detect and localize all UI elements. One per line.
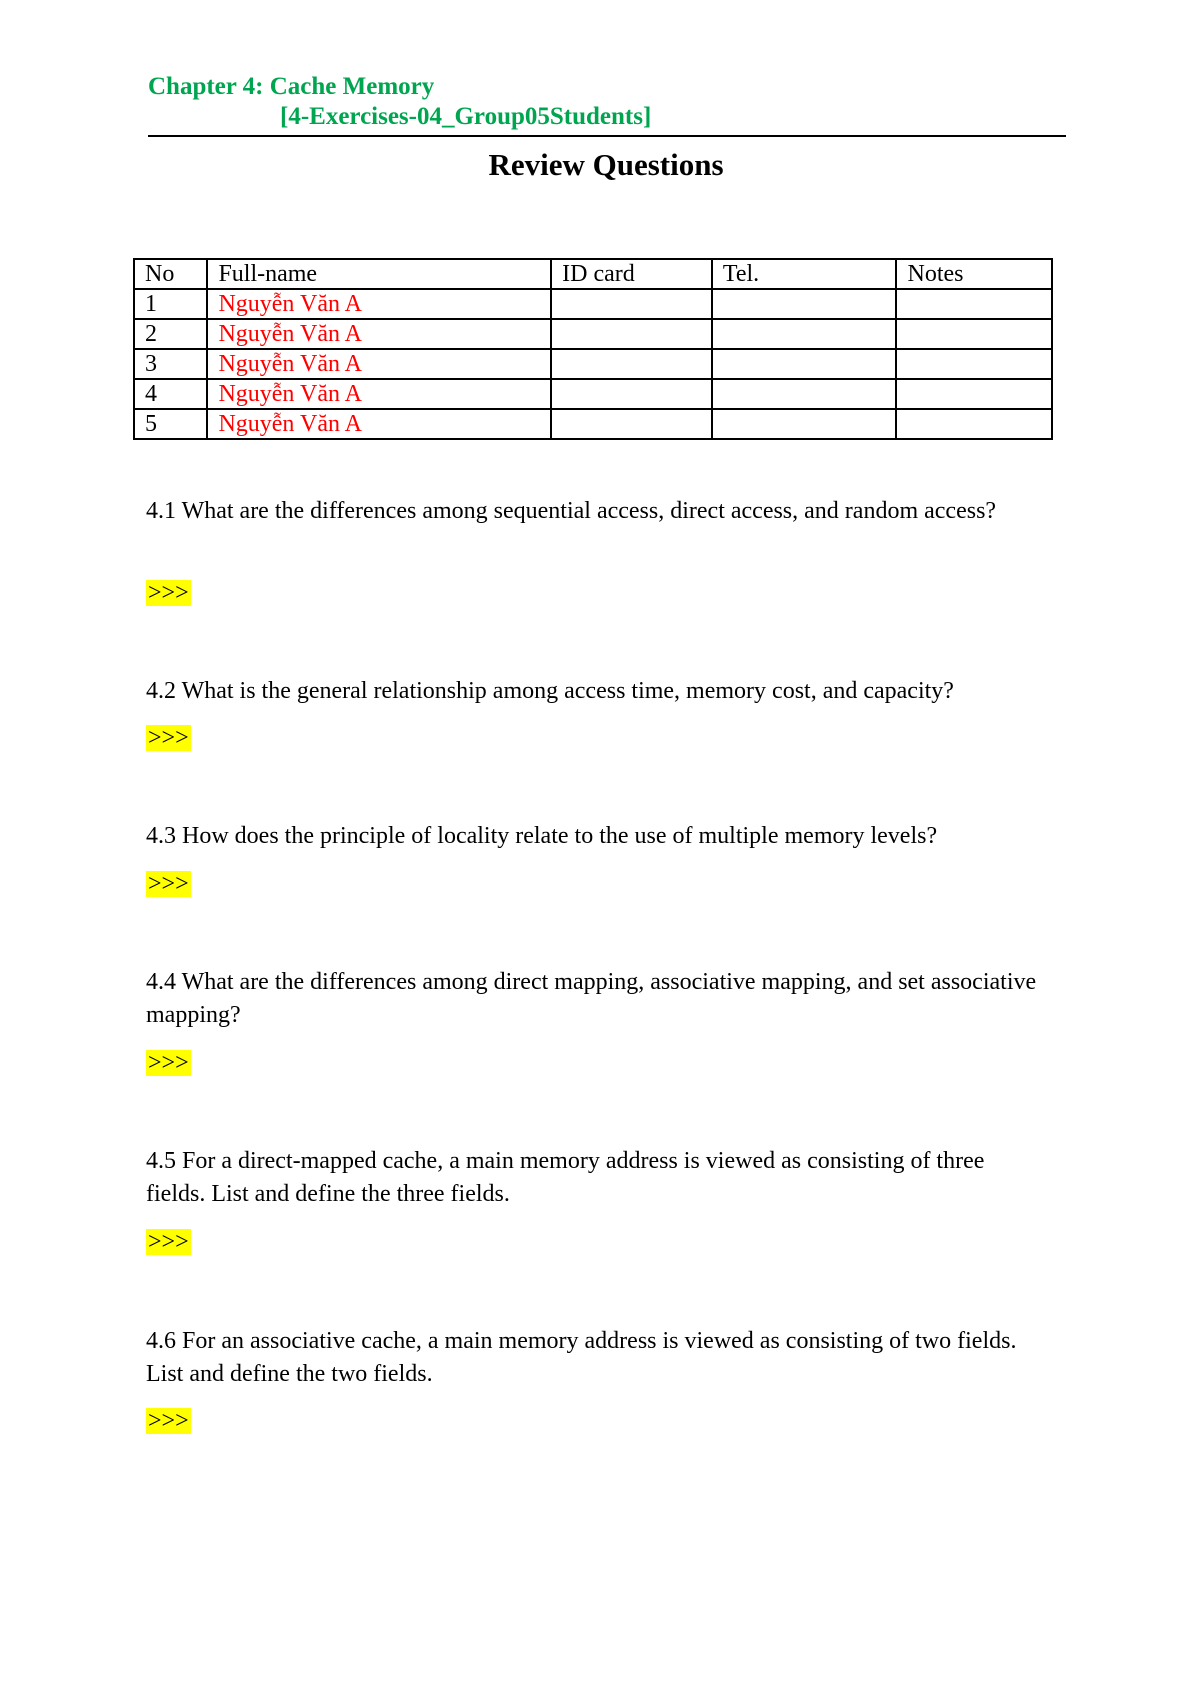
cell-id-card [551,409,712,439]
page-title: Review Questions [488,147,724,182]
cell-id-card [551,289,712,319]
cell-no: 1 [134,289,207,319]
cell-notes [896,349,1052,379]
column-header-no: No [134,259,207,289]
column-header-id-card: ID card [551,259,712,289]
cell-id-card [551,319,712,349]
table-row [134,349,1052,379]
cell-notes [896,319,1052,349]
question-4-5: 4.5 For a direct-mapped cache, a main memory address is viewed as consisting of three fields. List and define the three fields. [146,1148,985,1207]
answer-field-4-5[interactable]: >>> [148,1229,189,1255]
answer-field-4-3[interactable]: >>> [148,871,189,897]
cell-tel [712,379,897,409]
cell-tel [712,349,897,379]
table-row [134,289,1052,319]
answer-field-4-2[interactable]: >>> [148,725,189,751]
cell-no: 5 [134,409,207,439]
cell-no: 3 [134,349,207,379]
answer-field-4-4[interactable]: >>> [148,1050,189,1076]
question-4-4: 4.4 What are the differences among direct mapping, associative mapping, and set associative mapping? [146,969,1037,1028]
cell-full-name: Nguyễn Văn A [207,289,551,319]
question-4-6: 4.6 For an associative cache, a main memory address is viewed as consisting of two fields. List and define the two fields. [146,1328,1017,1387]
cell-full-name: Nguyễn Văn A [207,379,551,409]
document-header [148,72,1068,132]
header-divider [148,135,1066,137]
table-row [134,319,1052,349]
column-header-notes: Notes [896,259,1052,289]
cell-full-name: Nguyễn Văn A [207,349,551,379]
cell-id-card [551,349,712,379]
cell-tel [712,409,897,439]
column-header-tel: Tel. [712,259,897,289]
question-4-1: 4.1 What are the differences among sequential access, direct access, and random access? [146,498,997,524]
cell-no: 2 [134,319,207,349]
cell-no: 4 [134,379,207,409]
question-4-2: 4.2 What is the general relationship among access time, memory cost, and capacity? [146,678,954,704]
student-roster-table [133,258,1053,440]
table-row [134,409,1052,439]
column-header-full-name: Full-name [207,259,551,289]
cell-tel [712,319,897,349]
chapter-title: Chapter 4: Cache Memory [148,73,435,100]
cell-full-name: Nguyễn Văn A [207,319,551,349]
cell-notes [896,409,1052,439]
cell-tel [712,289,897,319]
table-row [134,379,1052,409]
cell-notes [896,289,1052,319]
question-4-3: 4.3 How does the principle of locality relate to the use of multiple memory levels? [146,823,938,849]
answer-field-4-1[interactable]: >>> [148,580,189,606]
table-header-row [134,259,1052,289]
exercise-subtitle: [4-Exercises-04_Group05Students] [280,103,652,130]
cell-id-card [551,379,712,409]
cell-full-name: Nguyễn Văn A [207,409,551,439]
cell-notes [896,379,1052,409]
answer-field-4-6[interactable]: >>> [148,1408,189,1434]
